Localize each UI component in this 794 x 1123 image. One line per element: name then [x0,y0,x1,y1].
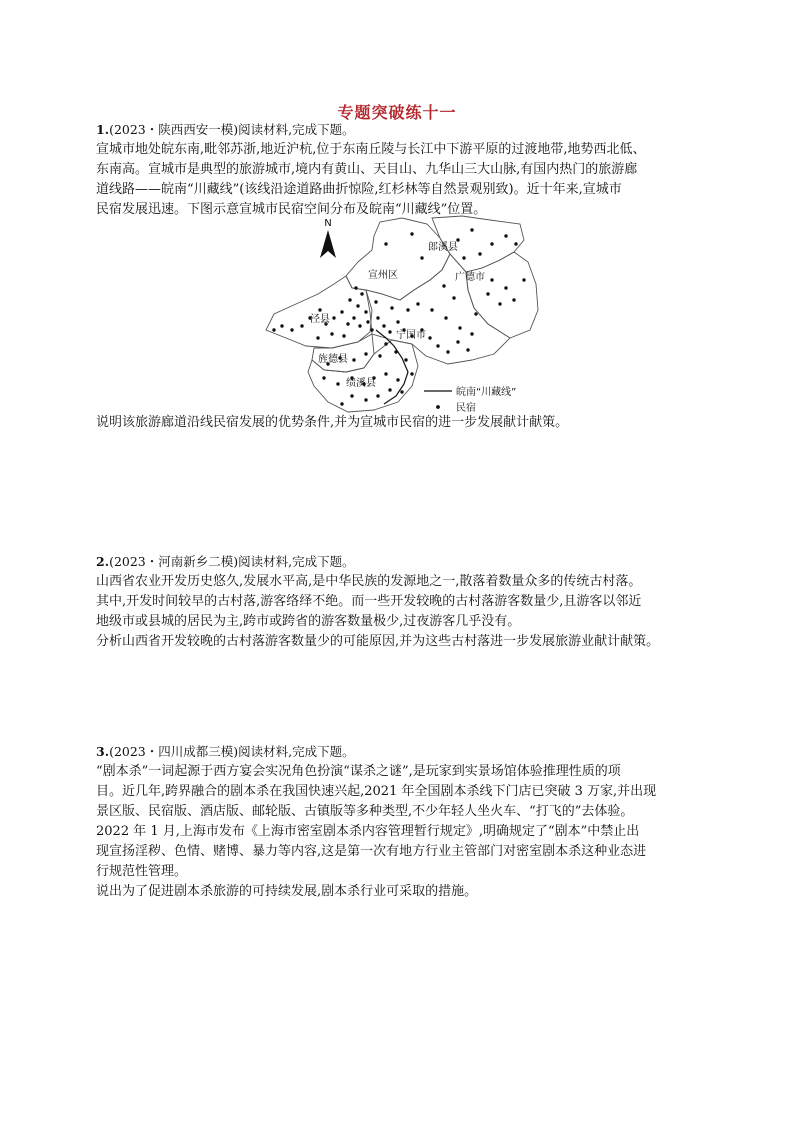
district-label-jingxian: 泾县 [310,314,330,325]
page-title: 专题突破练十一 [337,103,457,122]
question-2-line: 山西省农业开发历史悠久,发展水平高,是中华民族的发源地之一,散落着数量众多的传统古村落。 [96,574,642,589]
question-2-header [96,552,716,572]
question-1-line: 东南高。宣城市是典型的旅游城市,境内有黄山、天目山、九华山三大山脉,有国内热门的旅游廊 [96,162,638,177]
question-1-line: 民宿发展迅速。下图示意宣城市民宿空间分布及皖南“川藏线”位置。 [96,202,487,217]
question-3-line: 目。近几年,跨界融合的剧本杀在我国快速兴起,2021 年全国剧本杀线下门店已突破 3 万家,并出现 [96,784,657,799]
question-2-line: 地级市或县城的居民为主,跨市或跨省的游客数量极少,过夜游客几乎没有。 [96,614,521,629]
question-2-source: (2023・河南新乡二模)阅读材料,完成下题。 [109,554,355,569]
district-label-ningguo: 宁国市 [396,330,426,341]
question-3-line: 说出为了促进剧本杀旅游的可持续发展,剧本杀行业可采取的措施。 [96,884,478,899]
legend-route-label: 皖南“川藏线” [456,387,517,398]
question-1-prompt [96,413,716,433]
question-1-line: 宣城市地处皖东南,毗邻苏浙,地近沪杭,位于东南丘陵与长江中下游平原的过渡地带,地势西北低、 [96,142,646,157]
district-label-jixi: 绩溪县 [346,378,376,389]
question-1-line: 道线路——皖南“川藏线”(该线沿途道路曲折惊险,红杉林等自然景观别致)。近十年来,宣城市 [96,182,622,197]
question-3-line: “剧本杀”一词起源于西方宴会实况角色扮演“谋杀之谜”,是玩家到实景场馆体验推理性质的项 [96,764,621,779]
legend-dot-icon [436,405,440,409]
question-2-line: 分析山西省开发较晚的古村落游客数量少的可能原因,并为这些古村落进一步发展旅游业献计献策。 [96,634,660,649]
legend-homestay-label: 民宿 [456,403,476,414]
map-svg [262,214,562,414]
question-2-line: 其中,开发时间较早的古村落,游客络绎不绝。而一些开发较晚的古村落游客数量少,且游客以邻近 [96,594,642,609]
question-1-number: 1. [96,122,110,137]
district-label-jingde: 旌德县 [318,354,348,365]
question-1-question: 说明该旅游廊道沿线民宿发展的优势条件,并为宣城市民宿的进一步发展献计献策。 [96,415,569,430]
north-label: N [324,218,332,229]
question-3-number: 3. [96,744,110,759]
xuancheng-map [262,214,562,414]
district-label-langxi: 郎溪县 [428,242,458,253]
question-2 [96,552,716,652]
question-3-line: 2022 年 1 月,上海市发布《上海市密室剧本杀内容管理暂行规定》,明确规定了“剧本”中禁止出 [96,824,640,839]
question-3-line: 景区版、民宿版、酒店版、邮轮版、古镇版等多种类型,不少年轻人坐火车、“打飞的”去体验。 [96,804,634,819]
question-3-source: (2023・四川成都三模)阅读材料,完成下题。 [109,744,355,759]
district-label-xuanzhou: 宣州区 [368,270,398,281]
question-1-header [96,120,716,140]
district-label-guangde: 广德市 [455,272,485,283]
question-3 [96,742,716,902]
question-2-number: 2. [96,554,110,569]
north-arrow-icon [320,230,336,258]
question-3-line: 现宣扬淫秽、色情、赌博、暴力等内容,这是第一次有地方行业主管部门对密室剧本杀这种业态进 [96,844,647,859]
question-3-header [96,742,716,762]
question-3-line: 行规范性管理。 [96,864,188,879]
question-1 [96,120,716,220]
district-boundaries [266,216,538,412]
question-1-source: (2023・陕西西安一模)阅读材料,完成下题。 [109,122,355,137]
